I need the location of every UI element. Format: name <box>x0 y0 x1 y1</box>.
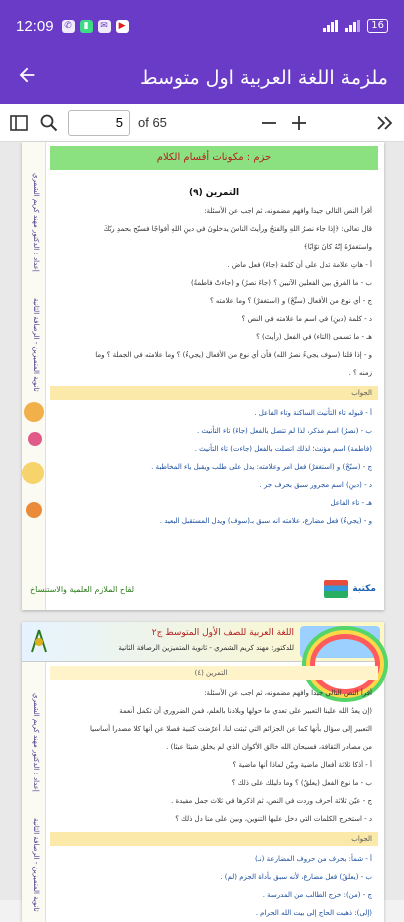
emblem-icon <box>28 628 50 654</box>
header-title: اللغة العربية للصف الأول المتوسط ج٢ <box>151 628 294 638</box>
battery-icon: 16 <box>367 19 388 33</box>
decorative-pattern <box>22 392 46 562</box>
page-side-strip <box>22 662 46 922</box>
exercise-title: التمرين (٩) <box>188 188 240 198</box>
answer-label: الجواب <box>50 832 378 846</box>
question-line: زمنه ؟ . <box>348 369 372 377</box>
document-title: ملزمة اللغة العربية اول متوسط <box>139 67 388 89</box>
question-line: أ - أذكا ثلاثة أفعال ماضية وبيّن لماذا أنها ماضية ؟ <box>232 761 372 769</box>
notification-icons <box>62 20 129 33</box>
answer-line: ب - (يعلقُ) فعل مضارع، لأنه سبق بأداة الجزم (لم) . <box>220 873 372 881</box>
question-line: د - كلمة (دينِ) في اسم ما علامته في النص ؟ <box>241 315 372 323</box>
page-footer <box>30 578 376 600</box>
signal-icon <box>323 20 339 32</box>
side-author-text: إعداد : الدكتور مهند كريم الشمري <box>32 693 40 792</box>
answer-line: هـ - تاء الفاعل <box>330 499 372 507</box>
question-line: د - استخرج الكلمات التي دخل عليها التنوين، وبين على منا دل ذلك ؟ <box>175 815 372 823</box>
app-notification-icon: ▮ <box>80 20 93 33</box>
youtube-icon: ▶ <box>116 20 129 33</box>
whatsapp-icon: ✆ <box>62 20 75 33</box>
books-icon <box>324 580 348 598</box>
page-number-input[interactable] <box>68 110 130 136</box>
footer-library: مكتبة <box>352 584 376 594</box>
question-line: أ - هاتِ علامة تدل على أن كلمة (جاءَ) فعل ماض . <box>227 261 372 269</box>
question-line: ج - عيّن ثلاثة أحرف وردت في النص، ثم اذكرها في ثلاث جمل مفيدة . <box>171 797 372 805</box>
zoom-out-icon[interactable] <box>258 112 280 134</box>
question-line: واستغفرْهُ إنّهُ كانَ توّابًا﴾ <box>303 243 372 251</box>
exercise-title: التمرين (٤) <box>50 666 378 680</box>
question-line: من مصادر الثقافة، فسبحان الله خالق الأكوان الذي لم يخلق شيئا عبثا) . <box>166 743 372 751</box>
pdf-toolbar <box>0 104 404 142</box>
answer-line: د - (دينِ) اسم مجرور سبق بحرف جر . <box>259 481 372 489</box>
search-icon[interactable] <box>38 112 60 134</box>
more-tools-icon[interactable] <box>374 112 396 134</box>
status-time: 12:09 <box>16 17 54 35</box>
back-arrow-icon[interactable] <box>16 64 44 92</box>
status-bar <box>0 0 404 52</box>
pdf-page <box>22 142 384 610</box>
answer-line: أ - شمأ: بحرف من حروف المضارعة (نـ) <box>254 855 372 863</box>
app-bar <box>0 52 404 104</box>
side-school-text: ثانوية المتميزين - الرصافة الثانية <box>32 298 40 392</box>
header-subtitle: للدكتور: مهند كريم الشمري - ثانوية المتميزين الرصافة الثانية <box>118 644 294 652</box>
answer-line: ج - (من): خرج الطالب من المدرسة . <box>262 891 372 899</box>
question-line: قال تعالى: ﴿إذا جاء نصرُ اللهِ والفتحُ ورأيتَ الناسَ يدخلونَ في دينِ اللهِ أفواجًا فسبّح بحمدِ ربّكَ <box>103 225 372 233</box>
answer-line: و - (يجيءُ) فعل مضارع، علامته انه سبق بـ(سوف) ويدل المستقبل البعيد . <box>159 517 372 525</box>
question-line: ج - أي نوع من الأفعال (سبِّحْ) و (استغفرْ) ؟ وما علامته ؟ <box>209 297 372 305</box>
answer-line: (فاطمة) اسم مؤنث؛ لذلك اتصلت بالفعل (جاءت) تاء التأنيث . <box>194 445 372 453</box>
question-line: أقرأ النص التالي جيدا وافهم مضمونه، ثم اجب عن الأسئلة: <box>204 207 372 215</box>
page-header-band: حزم : مكونات أقسام الكلام <box>50 146 378 170</box>
answer-label: الجواب <box>50 386 378 400</box>
page-content <box>50 662 378 922</box>
signal-icon-2 <box>345 20 361 32</box>
question-line: هـ - ما تسمى (التاء) في الفعل (رأيتَ) ؟ <box>256 333 372 341</box>
page-content <box>50 142 378 610</box>
page-header <box>22 622 384 662</box>
question-line: ب - ما نوع الفعل (يعلقُ) ؟ وما دليلك على ذلك ؟ <box>231 779 372 787</box>
question-line: ب - ما الفرق بين الفعلين الآتيين ؟ (جاءَ نصرُ) و (جاءتْ فاطمةُ) <box>190 279 372 287</box>
answer-line: ب - (نصرُ) اسم مذكر، لذا لم تتصل بالفعل (جاءَ) تاء التأنيث . <box>197 427 372 435</box>
side-author-text: إعداد : الدكتور مهند كريم الشمري <box>32 173 40 272</box>
answer-line: ج - (سبّحْ) و (استغفرْ) فعل امر وعلامته: يدل على طلب ويقبل ياء المخاطبة . <box>151 463 372 471</box>
answer-line: (إلى): ذهبت الحاج إلى بيت الله الحرام . <box>255 909 372 917</box>
question-line: و - إذا قلنا (سوف يجيءُ نصرُ الله) فأن أي نوع من الأفعال (يجيءُ) ؟ وما علامته في الجملة ؟ وما <box>95 351 372 359</box>
sidebar-toggle-icon[interactable] <box>8 112 30 134</box>
answer-line: أ - قبوله تاء التأنيث الساكنة وتاء الفاعل . <box>254 409 372 417</box>
footer-slogan: لقاح الملازم العلمية والاستنساخ <box>30 584 135 594</box>
rainbow-illustration <box>300 626 380 658</box>
side-school-text: ثانوية المتميزين - الرصافة الثانية <box>32 818 40 912</box>
question-line: (إن يعدُ الله علينا التعبير على تعدي ما حولها وبلادنا بالعلم، فمن الضروري أن تكمل أنعمة <box>119 707 372 715</box>
question-line: أقرأ النص التالي جيدا وافهم مضمونه، ثم اجب عن الأسئلة: <box>204 689 372 697</box>
mail-icon: ✉ <box>98 20 111 33</box>
pdf-page <box>22 622 384 922</box>
page-count-label: of 65 <box>138 115 167 130</box>
zoom-in-icon[interactable] <box>288 112 310 134</box>
pdf-viewer[interactable] <box>0 142 404 917</box>
question-line: التعبير إلى سؤال بأنها كما عن الجزائم التي ثبتت لنا، أعرّضت كتبية فصلا عن أنها كلا مصدرا أساسيا <box>90 725 372 733</box>
